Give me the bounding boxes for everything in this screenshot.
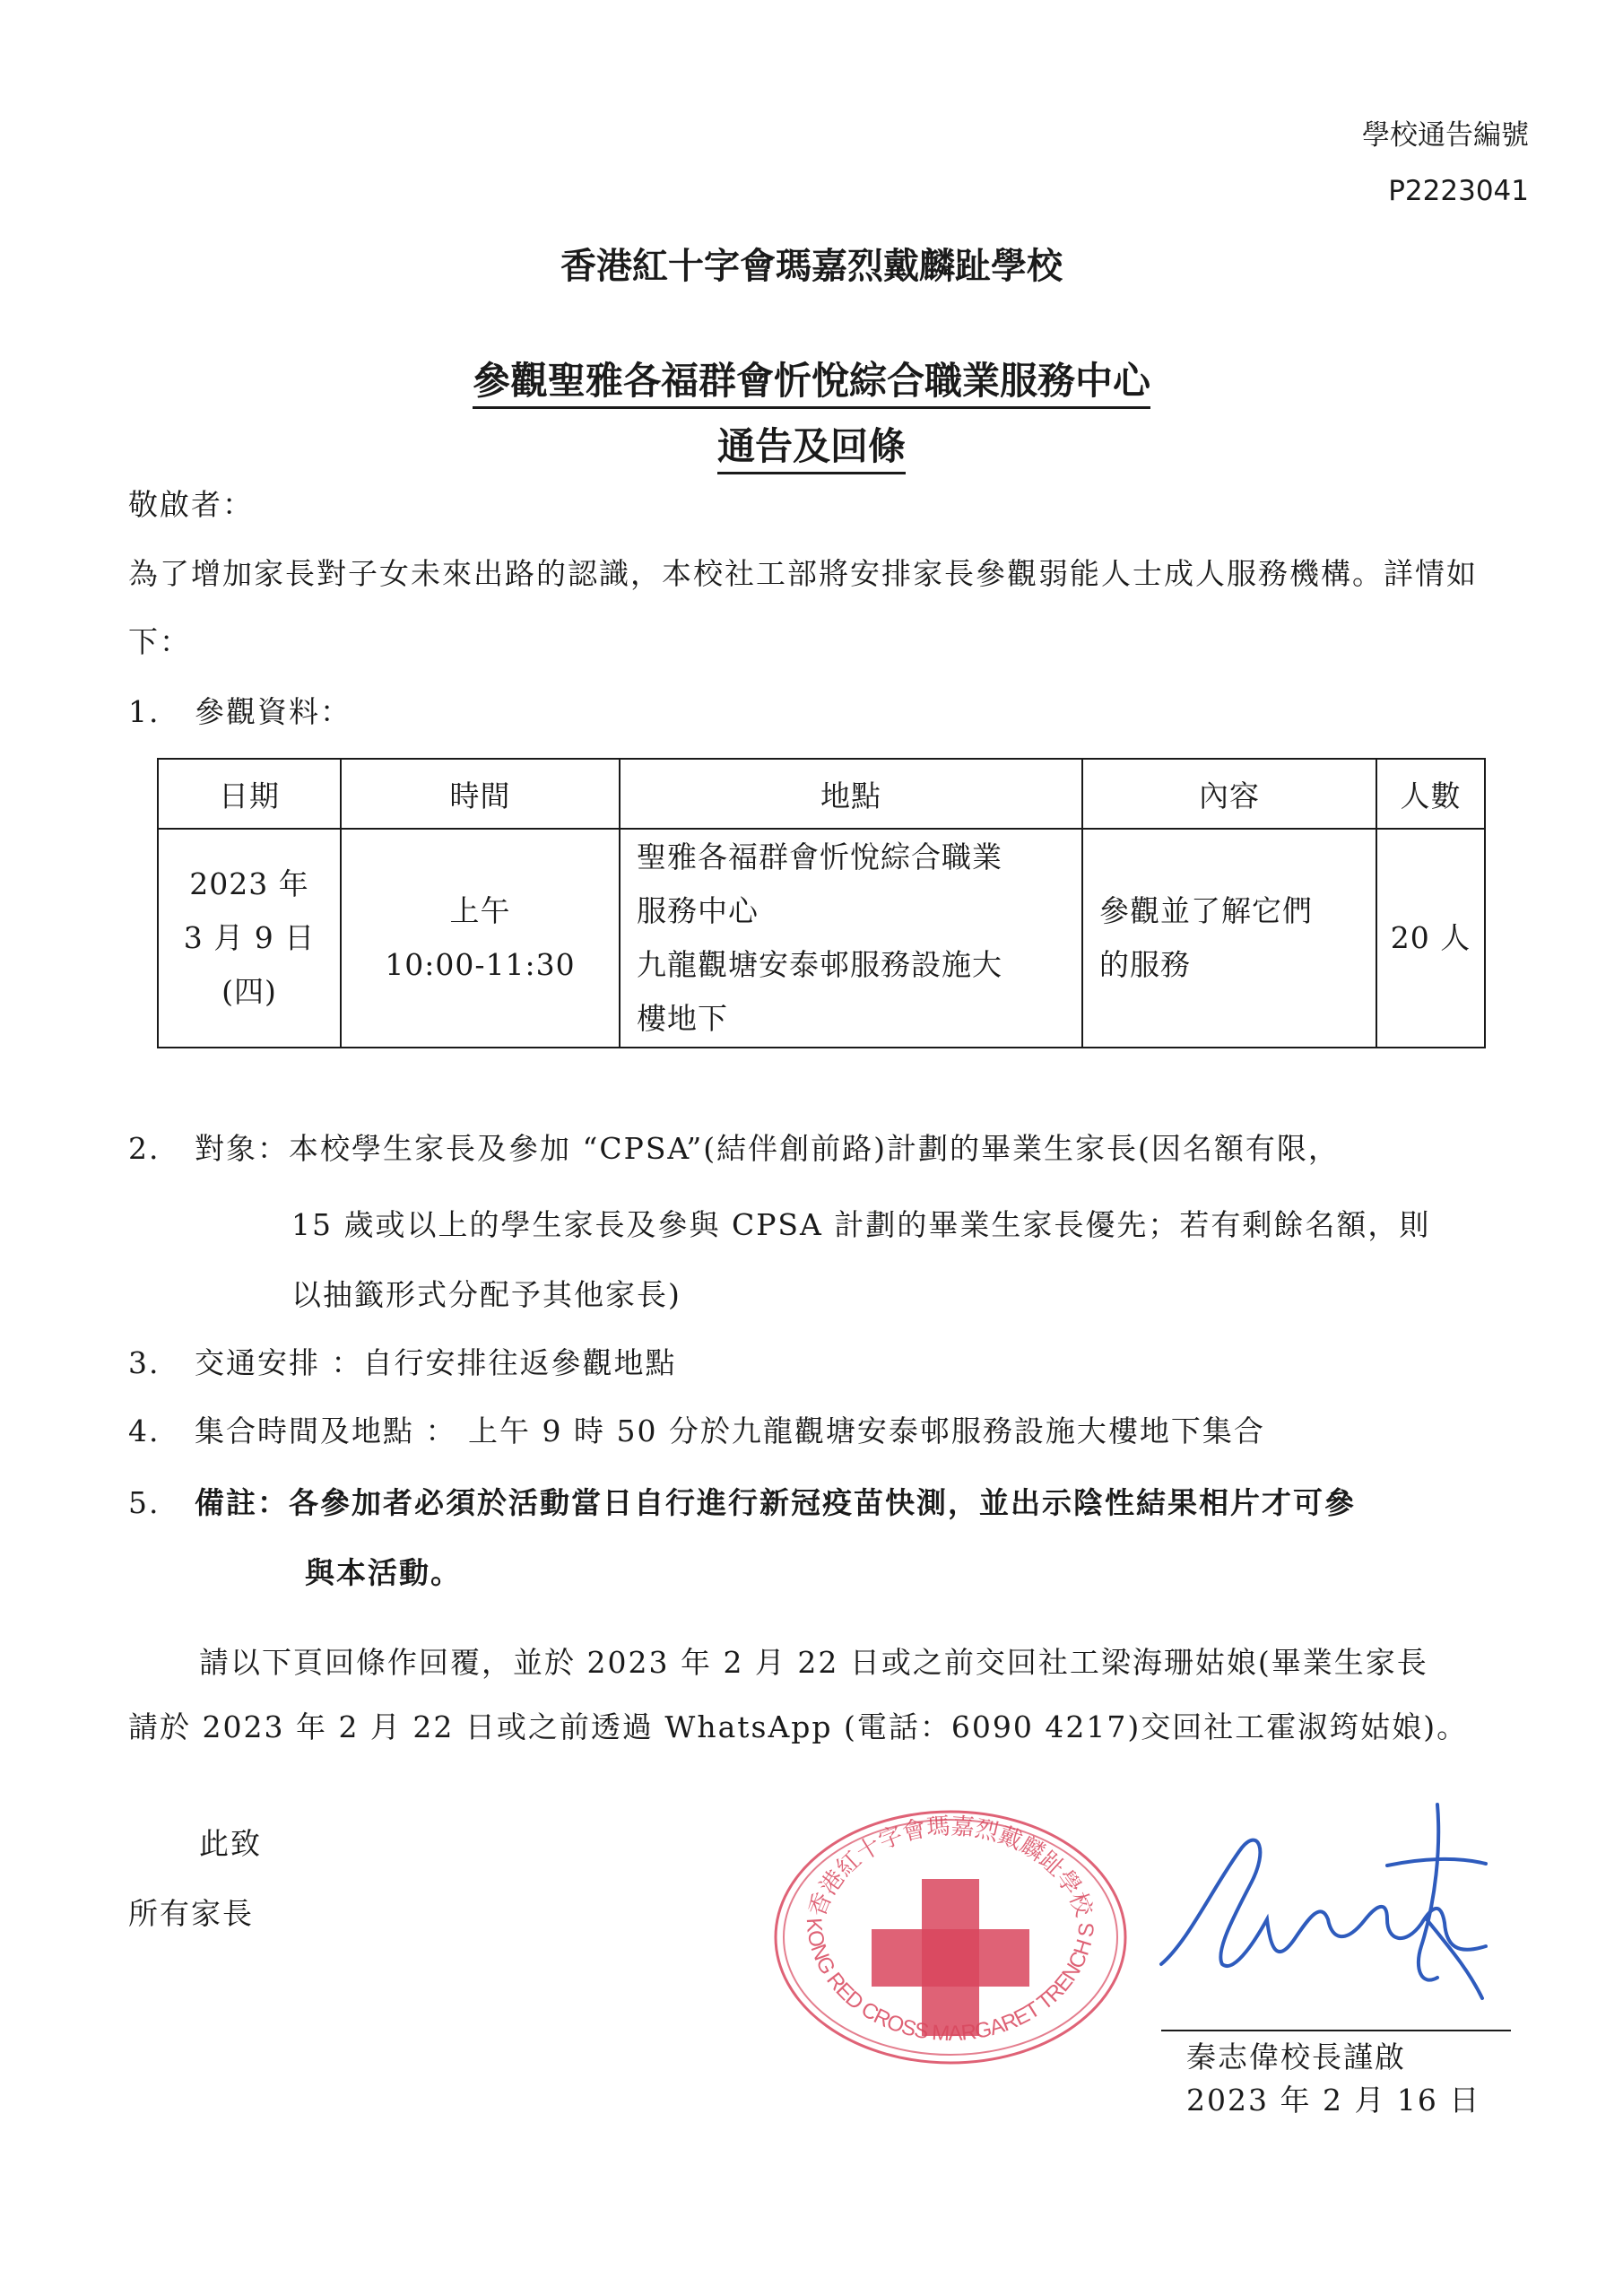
item-2-line2: 15 歲或以上的學生家長及參與 CPSA 計劃的畢業生家長優先；若有剩餘名額，則 <box>291 1207 1431 1242</box>
notice-title-line1: 參觀聖雅各福群會忻悅綜合職業服務中心 <box>473 359 1150 409</box>
item-number: 2. <box>128 1131 161 1166</box>
time-line: 10:00-11:30 <box>385 947 576 982</box>
notice-subtitle <box>0 417 1623 471</box>
visit-details-table <box>157 758 1486 1048</box>
greeting: 敬啟者： <box>128 487 254 522</box>
item-3 <box>128 1340 677 1382</box>
time-cell <box>341 829 620 1048</box>
count-cell: 20 人 <box>1376 829 1485 1048</box>
location-line: 聖雅各福群會忻悅綜合職業 <box>637 839 1002 874</box>
item-5-note-line2: 與本活動。 <box>305 1555 462 1590</box>
item-number: 3. <box>128 1345 161 1380</box>
content-cell <box>1082 829 1376 1048</box>
item-1 <box>128 689 352 731</box>
item-2 <box>128 1126 1340 1168</box>
time-line: 上午 <box>449 893 511 928</box>
signer-block <box>1186 2036 1480 2122</box>
closing-line1: 此致 <box>199 1826 262 1861</box>
notice-number: P2223041 <box>1388 175 1529 207</box>
item-number: 5. <box>128 1485 161 1520</box>
school-stamp <box>771 1807 1130 2071</box>
item-2-line3: 以抽籤形式分配予其他家長) <box>291 1277 681 1312</box>
item-5-note: 各參加者必須於活動當日自行進行新冠疫苗快測，並出示陰性結果相片才可參 <box>289 1485 1356 1520</box>
item-number: 1. <box>128 694 161 729</box>
reply-line2: 請於 2023 年 2 月 22 日或之前透過 WhatsApp (電話：6090 4217)交回社工霍淑筠姑娘)。 <box>128 1709 1469 1744</box>
item-5-label: 備註： <box>195 1485 289 1520</box>
item-1-label: 參觀資料： <box>195 694 352 729</box>
table-header: 人數 <box>1376 759 1485 829</box>
notice-title <box>0 352 1623 405</box>
reply-line1: 請以下頁回條作回覆，並於 2023 年 2 月 22 日或之前交回社工梁海珊姑娘(畢業生家長 <box>199 1645 1428 1680</box>
table-header: 日期 <box>158 759 341 829</box>
date-cell <box>158 829 341 1048</box>
location-cell <box>620 829 1082 1048</box>
signature <box>1152 1785 1520 2022</box>
date-line: 3 月 9 日 <box>183 920 316 955</box>
table-row <box>158 829 1485 1048</box>
date-line: (四) <box>221 974 277 1009</box>
item-3-text: 交通安排 ：自行安排往返參觀地點 <box>195 1345 677 1380</box>
signature-line <box>1161 2030 1511 2031</box>
notice-number-label: 學校通告編號 <box>1362 119 1529 152</box>
item-4 <box>128 1408 1265 1450</box>
notice-title-line2: 通告及回條 <box>717 424 906 474</box>
stamp-en-text: KONG RED CROSS MARGARET TRENCH S <box>801 1917 1100 2047</box>
signer-name: 秦志偉校長謹啟 <box>1186 2039 1406 2074</box>
item-2-line1: 對象：本校學生家長及參加 “CPSA”(結伴創前路)計劃的畢業生家長(因名額有限， <box>195 1131 1340 1166</box>
location-line: 九龍觀塘安泰邨服務設施大 <box>637 947 1002 982</box>
closing-line2: 所有家長 <box>128 1896 254 1931</box>
school-name: 香港紅十字會瑪嘉烈戴麟趾學校 <box>560 246 1063 287</box>
location-line: 樓地下 <box>637 1001 728 1036</box>
location-line: 服務中心 <box>637 893 759 928</box>
date-line: 2023 年 <box>189 866 309 901</box>
item-5 <box>128 1480 1356 1522</box>
item-number: 4. <box>128 1413 161 1448</box>
table-header: 地點 <box>620 759 1082 829</box>
handwritten-signature <box>1152 1785 1520 2018</box>
content-line: 參觀並了解它們 <box>1099 893 1313 928</box>
stamp-cn-text: 香港紅十字會瑪嘉烈戴麟趾學校 <box>803 1813 1098 1921</box>
stamp-seal <box>771 1807 1130 2067</box>
table-header-row <box>158 759 1485 829</box>
table-header: 時間 <box>341 759 620 829</box>
content-line: 的服務 <box>1099 947 1191 982</box>
item-4-text: 集合時間及地點 ： 上午 9 時 50 分於九龍觀塘安泰邨服務設施大樓地下集合 <box>195 1413 1265 1448</box>
notice-number-block <box>1362 108 1529 219</box>
table-header: 內容 <box>1082 759 1376 829</box>
signer-date: 2023 年 2 月 16 日 <box>1186 2083 1481 2118</box>
intro-paragraph: 為了增加家長對子女未來出路的認識，本校社工部將安排家長參觀弱能人士成人服務機構。詳情如下： <box>128 556 1478 659</box>
